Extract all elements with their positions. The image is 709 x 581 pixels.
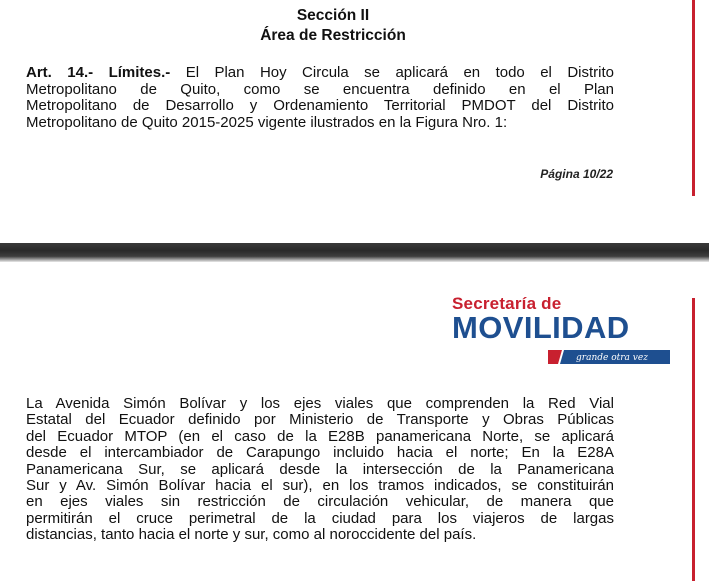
article-line: Metropolitano de Quito 2015-2025 vigente ilustrados en la Figura Nro. 1: <box>26 113 508 131</box>
margin-rule <box>692 0 695 196</box>
body-line: Estatal del Ecuador definido por Ministerio de Transporte y Obras Públicas <box>26 411 614 429</box>
logo-tagline: grande otra vez <box>576 353 648 363</box>
margin-rule <box>692 298 695 581</box>
page-divider <box>0 243 709 262</box>
logo-line1: Secretaría de <box>452 294 562 313</box>
body-line: permitirán el cruce perimetral de la ciudad para los viajeros de largas <box>26 509 614 527</box>
body-line: Sur y Av. Simón Bolívar hacia el sur), en los tramos indicados, se constituirán <box>26 476 614 494</box>
body-line: del Ecuador MTOP (en el caso de la E28B panamericana Norte, se aplicará <box>26 427 614 445</box>
article-line: Metropolitano de Quito, como se encuentra definido en el Plan <box>26 80 614 98</box>
article-paragraph <box>26 65 614 131</box>
section-heading: Sección II <box>296 7 370 24</box>
section-subheading: Área de Restricción <box>260 27 406 44</box>
body-line: distancias, tanto hacia el norte y sur, como al noroccidente del país. <box>26 526 477 544</box>
page-number: Página 10/22 <box>540 167 613 181</box>
document-page-lower <box>0 262 709 581</box>
article-label: Art. 14.- Límites.- <box>26 64 171 81</box>
article-line: Art. 14.- Límites.- El Plan Hoy Circula se aplicará en todo el Distrito <box>26 64 614 81</box>
body-line: en ejes viales sin restricción de circulación vehicular, de manera que <box>26 493 614 511</box>
secretaria-movilidad-logo <box>452 294 677 368</box>
body-paragraph <box>26 396 614 544</box>
body-line: Panamericana Sur, se aplicará desde la intersección de la Panamericana <box>26 460 614 478</box>
article-line: Metropolitano de Desarrollo y Ordenamiento Territorial PMDOT del Distrito <box>26 97 614 114</box>
logo-line2: MOVILIDAD <box>452 310 630 345</box>
body-line: desde el intercambiador de Carapungo incluido hacia el norte; En la E28A <box>26 444 614 462</box>
document-page-upper <box>0 0 709 243</box>
body-line: La Avenida Simón Bolívar y los ejes viales que comprenden la Red Vial <box>26 395 614 412</box>
logo-tagline-band-icon <box>548 348 670 364</box>
